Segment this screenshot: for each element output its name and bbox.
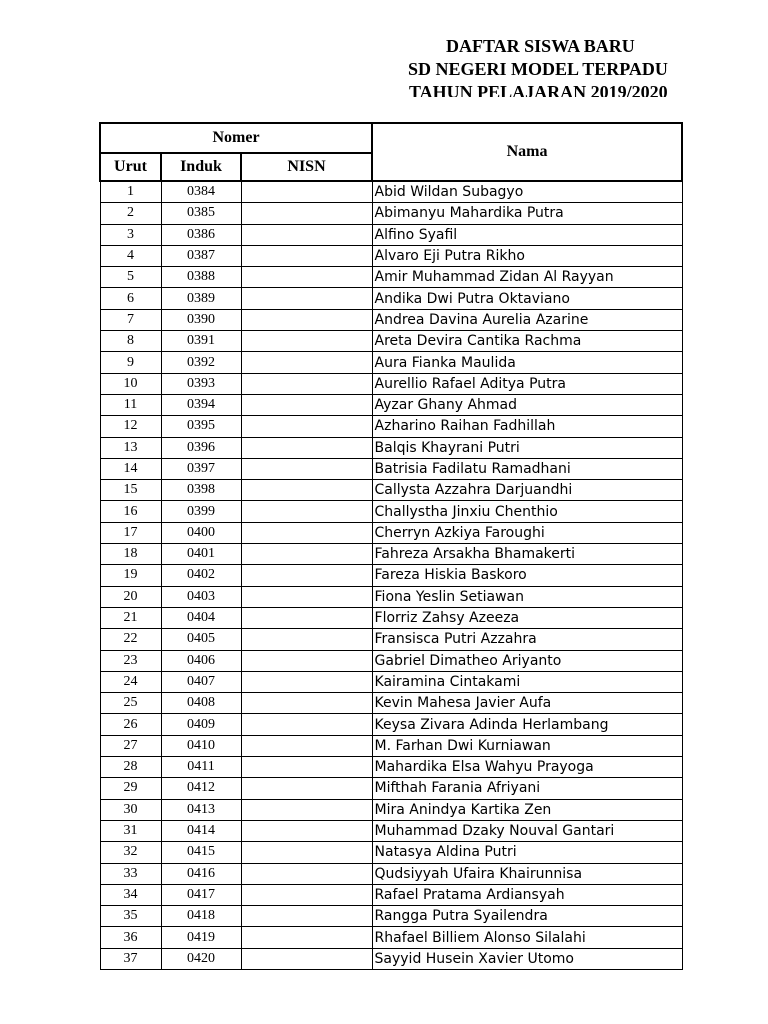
cell-nisn bbox=[241, 288, 372, 309]
table-row bbox=[100, 288, 682, 309]
cell-urut: 23 bbox=[100, 650, 161, 671]
cell-nama: Florriz Zahsy Azeeza bbox=[372, 607, 682, 628]
table-row bbox=[100, 714, 682, 735]
student-table bbox=[99, 122, 683, 970]
table-row bbox=[100, 927, 682, 948]
cell-nama: Mira Anindya Kartika Zen bbox=[372, 799, 682, 820]
cell-urut: 35 bbox=[100, 906, 161, 927]
cell-nisn bbox=[241, 501, 372, 522]
cell-nisn bbox=[241, 565, 372, 586]
table-row bbox=[100, 267, 682, 288]
cell-induk: 0414 bbox=[161, 820, 241, 841]
table-row bbox=[100, 906, 682, 927]
header-nama: Nama bbox=[372, 123, 682, 181]
cell-urut: 29 bbox=[100, 778, 161, 799]
table-row bbox=[100, 735, 682, 756]
cell-induk: 0391 bbox=[161, 331, 241, 352]
table-row bbox=[100, 757, 682, 778]
cell-induk: 0413 bbox=[161, 799, 241, 820]
cell-induk: 0412 bbox=[161, 778, 241, 799]
table-row bbox=[100, 671, 682, 692]
cell-nama: Rafael Pratama Ardiansyah bbox=[372, 884, 682, 905]
cell-urut: 25 bbox=[100, 693, 161, 714]
cell-nama: Fahreza Arsakha Bhamakerti bbox=[372, 544, 682, 565]
table-row bbox=[100, 863, 682, 884]
cell-nisn bbox=[241, 458, 372, 479]
table-row bbox=[100, 458, 682, 479]
cell-nama: Qudsiyyah Ufaira Khairunnisa bbox=[372, 863, 682, 884]
cell-nisn bbox=[241, 799, 372, 820]
table-row bbox=[100, 948, 682, 969]
cell-nisn bbox=[241, 778, 372, 799]
cell-induk: 0410 bbox=[161, 735, 241, 756]
cell-nisn bbox=[241, 309, 372, 330]
cell-nama: Sayyid Husein Xavier Utomo bbox=[372, 948, 682, 969]
table-row bbox=[100, 501, 682, 522]
cell-induk: 0393 bbox=[161, 373, 241, 394]
document-title bbox=[0, 34, 681, 97]
cell-nama: Aurellio Rafael Aditya Putra bbox=[372, 373, 682, 394]
table-row bbox=[100, 778, 682, 799]
cell-nama: Muhammad Dzaky Nouval Gantari bbox=[372, 820, 682, 841]
cell-nama: Kairamina Cintakami bbox=[372, 671, 682, 692]
cell-nisn bbox=[241, 735, 372, 756]
cell-urut: 17 bbox=[100, 522, 161, 543]
cell-nisn bbox=[241, 245, 372, 266]
cell-induk: 0392 bbox=[161, 352, 241, 373]
title-line-1: DAFTAR SISWA BARU bbox=[446, 36, 635, 56]
cell-nisn bbox=[241, 650, 372, 671]
cell-urut: 22 bbox=[100, 629, 161, 650]
cell-nisn bbox=[241, 948, 372, 969]
cell-nama: Callysta Azzahra Darjuandhi bbox=[372, 480, 682, 501]
cell-induk: 0399 bbox=[161, 501, 241, 522]
cell-urut: 12 bbox=[100, 416, 161, 437]
cell-nama: M. Farhan Dwi Kurniawan bbox=[372, 735, 682, 756]
cell-urut: 13 bbox=[100, 437, 161, 458]
cell-urut: 10 bbox=[100, 373, 161, 394]
cell-nisn bbox=[241, 267, 372, 288]
cell-nisn bbox=[241, 607, 372, 628]
cell-urut: 27 bbox=[100, 735, 161, 756]
table-row bbox=[100, 437, 682, 458]
table-row bbox=[100, 693, 682, 714]
table-row bbox=[100, 416, 682, 437]
cell-urut: 19 bbox=[100, 565, 161, 586]
cell-nisn bbox=[241, 629, 372, 650]
cell-induk: 0384 bbox=[161, 181, 241, 203]
cell-nama: Fransisca Putri Azzahra bbox=[372, 629, 682, 650]
cell-urut: 31 bbox=[100, 820, 161, 841]
cell-nama: Gabriel Dimatheo Ariyanto bbox=[372, 650, 682, 671]
cell-nisn bbox=[241, 331, 372, 352]
cell-urut: 9 bbox=[100, 352, 161, 373]
cell-nisn bbox=[241, 863, 372, 884]
cell-urut: 32 bbox=[100, 842, 161, 863]
cell-nama: Balqis Khayrani Putri bbox=[372, 437, 682, 458]
cell-nama: Challystha Jinxiu Chenthio bbox=[372, 501, 682, 522]
table-row bbox=[100, 245, 682, 266]
table-row bbox=[100, 181, 682, 203]
cell-urut: 28 bbox=[100, 757, 161, 778]
cell-nisn bbox=[241, 884, 372, 905]
cell-nama: Aura Fianka Maulida bbox=[372, 352, 682, 373]
cell-induk: 0397 bbox=[161, 458, 241, 479]
cell-induk: 0420 bbox=[161, 948, 241, 969]
cell-urut: 11 bbox=[100, 394, 161, 415]
cell-induk: 0396 bbox=[161, 437, 241, 458]
cell-urut: 1 bbox=[100, 181, 161, 203]
cell-nisn bbox=[241, 757, 372, 778]
cell-induk: 0418 bbox=[161, 906, 241, 927]
cell-nisn bbox=[241, 352, 372, 373]
cell-induk: 0409 bbox=[161, 714, 241, 735]
cell-nama: Areta Devira Cantika Rachma bbox=[372, 331, 682, 352]
table-row bbox=[100, 203, 682, 224]
cell-nisn bbox=[241, 181, 372, 203]
cell-induk: 0403 bbox=[161, 586, 241, 607]
cell-nama: Amir Muhammad Zidan Al Rayyan bbox=[372, 267, 682, 288]
cell-nama: Abid Wildan Subagyo bbox=[372, 181, 682, 203]
cell-nama: Fiona Yeslin Setiawan bbox=[372, 586, 682, 607]
table-row bbox=[100, 373, 682, 394]
cell-induk: 0400 bbox=[161, 522, 241, 543]
cell-induk: 0387 bbox=[161, 245, 241, 266]
cell-nisn bbox=[241, 416, 372, 437]
cell-induk: 0404 bbox=[161, 607, 241, 628]
cell-induk: 0394 bbox=[161, 394, 241, 415]
table-row bbox=[100, 565, 682, 586]
table-row bbox=[100, 842, 682, 863]
cell-nisn bbox=[241, 522, 372, 543]
cell-induk: 0415 bbox=[161, 842, 241, 863]
cell-induk: 0416 bbox=[161, 863, 241, 884]
cell-induk: 0407 bbox=[161, 671, 241, 692]
cell-nisn bbox=[241, 927, 372, 948]
cell-urut: 16 bbox=[100, 501, 161, 522]
table-row bbox=[100, 544, 682, 565]
cell-urut: 15 bbox=[100, 480, 161, 501]
cell-nisn bbox=[241, 224, 372, 245]
cell-urut: 21 bbox=[100, 607, 161, 628]
cell-nisn bbox=[241, 203, 372, 224]
cell-induk: 0385 bbox=[161, 203, 241, 224]
cell-nama: Rangga Putra Syailendra bbox=[372, 906, 682, 927]
title-line-3: TAHUN PELAJARAN 2019/2020 bbox=[409, 82, 668, 97]
table-row bbox=[100, 480, 682, 501]
cell-urut: 36 bbox=[100, 927, 161, 948]
table-row bbox=[100, 309, 682, 330]
cell-induk: 0386 bbox=[161, 224, 241, 245]
cell-nama: Andrea Davina Aurelia Azarine bbox=[372, 309, 682, 330]
table-body bbox=[100, 181, 682, 969]
cell-nama: Ayzar Ghany Ahmad bbox=[372, 394, 682, 415]
table-row bbox=[100, 884, 682, 905]
cell-induk: 0388 bbox=[161, 267, 241, 288]
cell-nisn bbox=[241, 820, 372, 841]
cell-nisn bbox=[241, 714, 372, 735]
cell-induk: 0395 bbox=[161, 416, 241, 437]
cell-nama: Alvaro Eji Putra Rikho bbox=[372, 245, 682, 266]
cell-nama: Rhafael Billiem Alonso Silalahi bbox=[372, 927, 682, 948]
cell-nisn bbox=[241, 544, 372, 565]
table-row bbox=[100, 629, 682, 650]
cell-induk: 0417 bbox=[161, 884, 241, 905]
cell-nama: Mahardika Elsa Wahyu Prayoga bbox=[372, 757, 682, 778]
header-nisn: NISN bbox=[241, 153, 372, 181]
cell-nisn bbox=[241, 373, 372, 394]
table-row bbox=[100, 331, 682, 352]
cell-nisn bbox=[241, 437, 372, 458]
cell-urut: 7 bbox=[100, 309, 161, 330]
cell-urut: 3 bbox=[100, 224, 161, 245]
cell-nama: Natasya Aldina Putri bbox=[372, 842, 682, 863]
cell-nama: Kevin Mahesa Javier Aufa bbox=[372, 693, 682, 714]
cell-nama: Andika Dwi Putra Oktaviano bbox=[372, 288, 682, 309]
cell-urut: 4 bbox=[100, 245, 161, 266]
cell-urut: 24 bbox=[100, 671, 161, 692]
cell-nama: Batrisia Fadilatu Ramadhani bbox=[372, 458, 682, 479]
table-row bbox=[100, 650, 682, 671]
table-row bbox=[100, 607, 682, 628]
cell-urut: 5 bbox=[100, 267, 161, 288]
cell-urut: 18 bbox=[100, 544, 161, 565]
cell-induk: 0405 bbox=[161, 629, 241, 650]
cell-urut: 8 bbox=[100, 331, 161, 352]
cell-urut: 37 bbox=[100, 948, 161, 969]
table-header bbox=[100, 123, 682, 181]
cell-nisn bbox=[241, 842, 372, 863]
cell-induk: 0390 bbox=[161, 309, 241, 330]
table-row bbox=[100, 352, 682, 373]
cell-induk: 0389 bbox=[161, 288, 241, 309]
cell-urut: 30 bbox=[100, 799, 161, 820]
table-row bbox=[100, 522, 682, 543]
cell-nisn bbox=[241, 394, 372, 415]
cell-nama: Mifthah Farania Afriyani bbox=[372, 778, 682, 799]
cell-induk: 0406 bbox=[161, 650, 241, 671]
cell-urut: 6 bbox=[100, 288, 161, 309]
cell-induk: 0401 bbox=[161, 544, 241, 565]
table-row bbox=[100, 586, 682, 607]
cell-nisn bbox=[241, 693, 372, 714]
cell-nama: Fareza Hiskia Baskoro bbox=[372, 565, 682, 586]
cell-nisn bbox=[241, 480, 372, 501]
header-urut: Urut bbox=[100, 153, 161, 181]
cell-induk: 0419 bbox=[161, 927, 241, 948]
cell-urut: 26 bbox=[100, 714, 161, 735]
cell-urut: 2 bbox=[100, 203, 161, 224]
cell-nama: Abimanyu Mahardika Putra bbox=[372, 203, 682, 224]
cell-induk: 0402 bbox=[161, 565, 241, 586]
table-row bbox=[100, 394, 682, 415]
cell-induk: 0398 bbox=[161, 480, 241, 501]
cell-induk: 0408 bbox=[161, 693, 241, 714]
header-induk: Induk bbox=[161, 153, 241, 181]
cell-nisn bbox=[241, 906, 372, 927]
cell-nisn bbox=[241, 586, 372, 607]
title-line-2: SD NEGERI MODEL TERPADU bbox=[408, 59, 668, 79]
cell-urut: 34 bbox=[100, 884, 161, 905]
cell-nisn bbox=[241, 671, 372, 692]
cell-nama: Alfino Syafil bbox=[372, 224, 682, 245]
cell-induk: 0411 bbox=[161, 757, 241, 778]
cell-nama: Cherryn Azkiya Faroughi bbox=[372, 522, 682, 543]
cell-urut: 14 bbox=[100, 458, 161, 479]
table-row bbox=[100, 224, 682, 245]
header-nomer: Nomer bbox=[100, 123, 372, 153]
table-row bbox=[100, 820, 682, 841]
cell-nama: Keysa Zivara Adinda Herlambang bbox=[372, 714, 682, 735]
cell-urut: 33 bbox=[100, 863, 161, 884]
table-row bbox=[100, 799, 682, 820]
cell-nama: Azharino Raihan Fadhillah bbox=[372, 416, 682, 437]
cell-urut: 20 bbox=[100, 586, 161, 607]
